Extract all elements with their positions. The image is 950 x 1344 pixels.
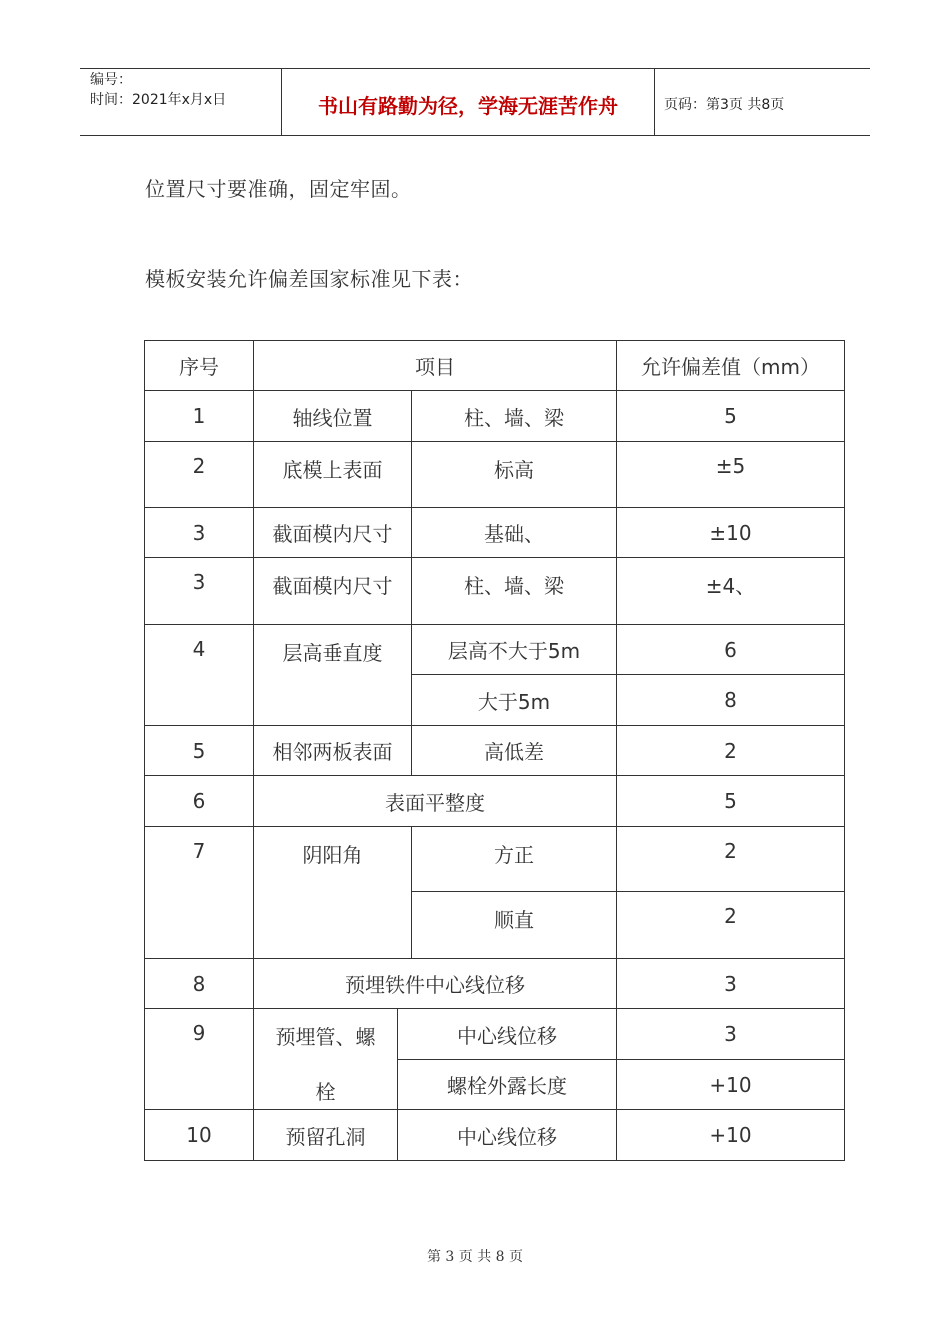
row-item: 轴线位置: [254, 391, 412, 442]
table-row: [145, 776, 845, 827]
table-row: [145, 442, 845, 508]
header-page-info: 页码：第3页 共8页: [664, 97, 785, 113]
row-item-line1: 预埋管、螺: [275, 1025, 376, 1049]
row-item: 底模上表面: [254, 442, 412, 508]
row-subitem: 柱、墙、梁: [412, 558, 617, 625]
row-seq: 2: [145, 442, 254, 508]
row-tolerance: 6: [617, 625, 845, 675]
row-item: 截面模内尺寸: [254, 558, 412, 625]
table-row: [145, 827, 845, 892]
row-subitem: 大于5m: [412, 675, 617, 726]
table-row: [145, 391, 845, 442]
row-item: 层高垂直度: [254, 625, 412, 726]
row-seq: 3: [145, 508, 254, 558]
row-seq: 9: [145, 1009, 254, 1110]
table-row: [145, 625, 845, 675]
tolerance-table: [144, 340, 845, 1161]
body-paragraph-1: 位置尺寸要准确，固定牢固。: [145, 177, 412, 201]
row-tolerance: 3: [617, 1009, 845, 1060]
row-tolerance: 2: [617, 827, 845, 892]
row-item: 阴阳角: [254, 827, 412, 959]
row-seq: 5: [145, 726, 254, 776]
table-row: [145, 508, 845, 558]
row-seq: 3: [145, 558, 254, 625]
header-divider-right: [654, 68, 655, 136]
body-paragraph-2: 模板安装允许偏差国家标准见下表：: [145, 267, 473, 291]
row-tolerance: 2: [617, 726, 845, 776]
row-item: 截面模内尺寸: [254, 508, 412, 558]
row-subitem: 方正: [412, 827, 617, 892]
row-tolerance: 3: [617, 959, 845, 1009]
row-subitem: 顺直: [412, 892, 617, 959]
header-item: 项目: [254, 341, 617, 391]
row-subitem: 高低差: [412, 726, 617, 776]
row-item: 预埋铁件中心线位移: [254, 959, 617, 1009]
row-item: [254, 1009, 398, 1110]
header-tolerance: 允许偏差值（mm）: [617, 341, 845, 391]
row-seq: 8: [145, 959, 254, 1009]
row-item: 相邻两板表面: [254, 726, 412, 776]
table-row: [145, 558, 845, 625]
row-seq: 7: [145, 827, 254, 959]
table-row: [145, 959, 845, 1009]
table-row: [145, 726, 845, 776]
row-subitem: 中心线位移: [398, 1110, 617, 1161]
row-tolerance: 8: [617, 675, 845, 726]
row-tolerance: +10: [617, 1110, 845, 1161]
row-subitem: 中心线位移: [398, 1009, 617, 1060]
header-meta: [90, 70, 226, 110]
header-top-rule: [80, 68, 870, 69]
header-seq: 序号: [145, 341, 254, 391]
row-subitem: 层高不大于5m: [412, 625, 617, 675]
table-row: [145, 1009, 845, 1060]
row-tolerance: +10: [617, 1060, 845, 1110]
row-item: 预留孔洞: [254, 1110, 398, 1161]
row-subitem: 柱、墙、梁: [412, 391, 617, 442]
header-number-label: 编号：: [90, 72, 132, 88]
row-item-line2: 栓: [315, 1080, 336, 1104]
header-bottom-rule: [80, 135, 870, 136]
row-tolerance: 5: [617, 391, 845, 442]
header-time-label: 时间：2021年x月x日: [90, 92, 227, 108]
row-seq: 1: [145, 391, 254, 442]
row-subitem: 基础、: [412, 508, 617, 558]
row-subitem: 标高: [412, 442, 617, 508]
table-header-row: [145, 341, 845, 391]
header-motto: 书山有路勤为径，学海无涯苦作舟: [318, 94, 618, 118]
table-row: [145, 1110, 845, 1161]
row-subitem: 螺栓外露长度: [398, 1060, 617, 1110]
row-seq: 10: [145, 1110, 254, 1161]
row-item: 表面平整度: [254, 776, 617, 827]
row-tolerance: ±5: [617, 442, 845, 508]
row-tolerance: 5: [617, 776, 845, 827]
row-seq: 4: [145, 625, 254, 726]
row-tolerance: ±10: [617, 508, 845, 558]
page-footer: 第 3 页 共 8 页: [426, 1249, 524, 1265]
row-seq: 6: [145, 776, 254, 827]
row-tolerance: ±4、: [617, 558, 845, 625]
row-tolerance: 2: [617, 892, 845, 959]
